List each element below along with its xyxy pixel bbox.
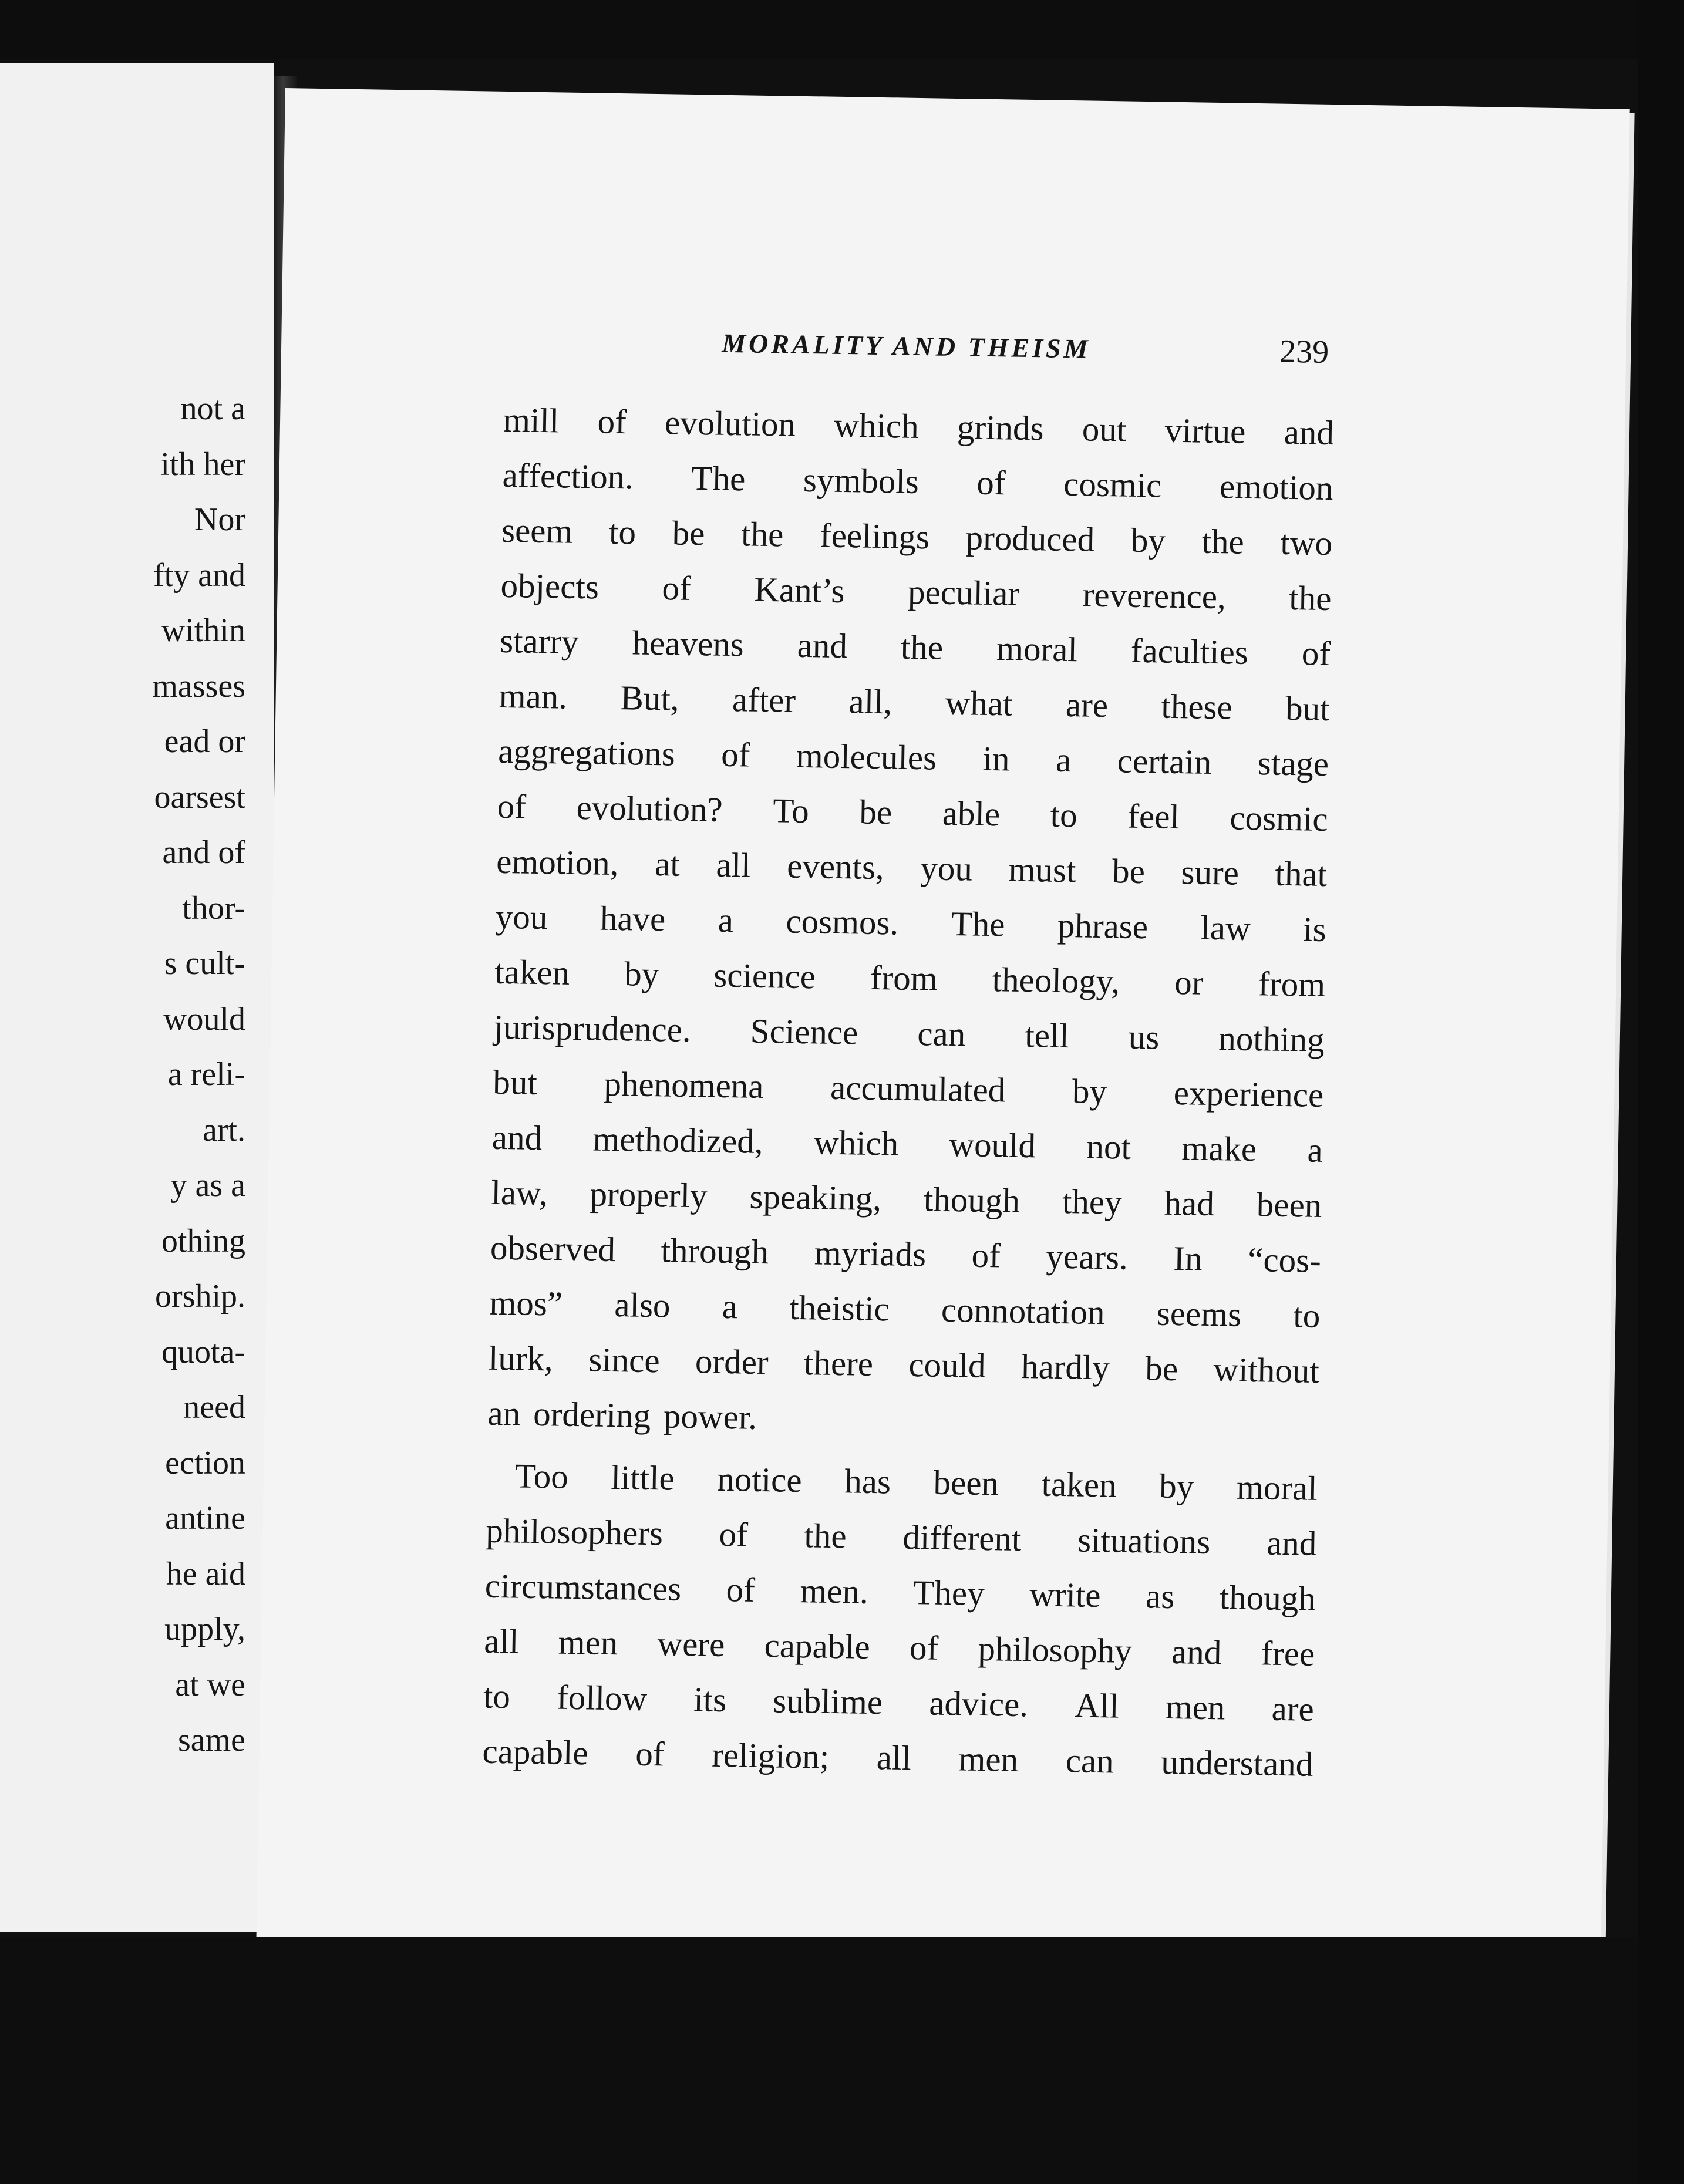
word: men <box>558 1622 618 1663</box>
word: from <box>870 958 938 998</box>
word: are <box>1065 685 1109 725</box>
word: accumulated <box>830 1067 1006 1110</box>
word: the <box>740 514 784 554</box>
word: is <box>1302 909 1327 949</box>
word: virtue <box>1164 410 1246 451</box>
left-page-line: masses <box>152 668 245 705</box>
left-page-line: at we <box>175 1666 245 1703</box>
left-page-line: need <box>183 1389 245 1425</box>
word: the <box>804 1516 847 1556</box>
word: have <box>599 898 666 939</box>
word: men <box>958 1739 1019 1779</box>
word: philosophy <box>978 1629 1133 1670</box>
word: without <box>1213 1350 1320 1390</box>
word: of <box>1301 633 1331 673</box>
word: of <box>597 402 627 441</box>
word: though <box>1219 1578 1316 1618</box>
word: phenomena <box>604 1064 764 1106</box>
word: must <box>1008 850 1076 890</box>
word: theology, <box>992 960 1120 1001</box>
left-page-line: ection <box>165 1444 245 1481</box>
word: but <box>492 1062 538 1102</box>
left-page-line: quota- <box>161 1333 245 1370</box>
word: situations <box>1077 1520 1211 1562</box>
word: that <box>1275 854 1328 894</box>
word: cosmic <box>1230 798 1329 839</box>
word: by <box>1130 520 1166 560</box>
left-page-line: same <box>177 1722 245 1758</box>
word: be <box>1144 1349 1178 1388</box>
word: affection. <box>502 455 634 497</box>
word: religion; <box>711 1735 830 1776</box>
word: can <box>917 1014 966 1054</box>
word: aggregations <box>497 731 676 773</box>
word: moral <box>996 629 1078 669</box>
word: of <box>720 734 750 774</box>
current-page <box>254 88 1629 2082</box>
word: are <box>1271 1688 1315 1728</box>
top-frame-edge <box>0 0 1684 59</box>
word: advice. <box>928 1683 1029 1724</box>
word: a <box>1055 740 1072 780</box>
word: of <box>662 568 692 608</box>
word: they <box>1062 1182 1123 1222</box>
word: The <box>691 458 746 498</box>
word: of <box>971 1235 1001 1275</box>
left-page-line: orship. <box>155 1278 245 1315</box>
word: were <box>657 1624 725 1664</box>
word: cosmic <box>1063 464 1162 505</box>
word: men. <box>799 1571 869 1611</box>
word: sublime <box>772 1681 883 1722</box>
word: can <box>1065 1741 1114 1781</box>
word: faculties <box>1130 631 1249 672</box>
word: Too <box>514 1456 569 1496</box>
word: moral <box>1236 1467 1318 1508</box>
word: and <box>1284 412 1335 453</box>
word: taken <box>494 952 570 992</box>
word: had <box>1164 1183 1215 1224</box>
word: circumstances <box>484 1566 682 1608</box>
word: the <box>1288 578 1332 618</box>
word: phrase <box>1057 905 1149 946</box>
word: emotion, <box>496 841 619 883</box>
word: and <box>1266 1523 1317 1563</box>
word: the <box>900 627 944 667</box>
word: All <box>1074 1686 1120 1725</box>
word: In <box>1173 1239 1203 1278</box>
word: methodized, <box>592 1119 764 1161</box>
word: grinds <box>956 407 1045 448</box>
left-page-line: fty and <box>153 557 245 594</box>
left-page-line: art. <box>202 1111 245 1148</box>
running-header: MORALITY AND THEISM <box>721 328 1091 364</box>
word: which <box>813 1123 899 1163</box>
word: mill <box>503 400 560 440</box>
word: capable <box>482 1731 589 1772</box>
word: free <box>1261 1633 1315 1673</box>
left-page-line: s cult- <box>164 945 245 982</box>
word: capable <box>764 1626 871 1666</box>
left-page-line: upply, <box>164 1611 245 1647</box>
word: the <box>1201 521 1245 561</box>
word: of <box>909 1628 939 1667</box>
word: but <box>1285 688 1331 729</box>
word: its <box>693 1680 727 1720</box>
word: They <box>912 1573 985 1613</box>
word: understand <box>1160 1742 1313 1784</box>
paragraph <box>487 392 1335 1454</box>
word: of <box>726 1570 756 1609</box>
word: nothing <box>1218 1019 1325 1059</box>
word: after <box>732 680 796 720</box>
word: events, <box>786 846 885 887</box>
word: evolution <box>664 403 796 444</box>
word: which <box>833 405 920 446</box>
word: not <box>1086 1127 1131 1167</box>
word: you <box>920 848 973 888</box>
left-page-line: ith her <box>160 446 245 483</box>
left-page-line: othing <box>161 1222 245 1259</box>
word: what <box>945 683 1013 723</box>
previous-page <box>0 63 274 1932</box>
word: by <box>1072 1071 1107 1111</box>
word: to <box>483 1676 511 1716</box>
word: years. <box>1046 1236 1129 1277</box>
word: of <box>976 463 1006 503</box>
word: notice <box>716 1459 803 1500</box>
word: order <box>695 1342 769 1382</box>
word: to <box>1050 795 1078 835</box>
word: there <box>803 1343 874 1383</box>
word: of <box>719 1514 749 1554</box>
word: at <box>654 844 681 884</box>
word: a <box>1307 1130 1323 1169</box>
word: experience <box>1173 1073 1324 1114</box>
word: observed <box>490 1228 616 1269</box>
word: The <box>951 904 1006 944</box>
paragraph <box>482 1448 1318 1792</box>
word: certain <box>1117 741 1212 781</box>
word: and <box>491 1117 543 1158</box>
word: peculiar <box>907 572 1020 613</box>
word: myriads <box>814 1233 927 1274</box>
word: of <box>497 786 527 826</box>
word: out <box>1082 409 1127 449</box>
word: would <box>949 1124 1036 1165</box>
word: theistic <box>789 1288 890 1329</box>
word: all <box>716 845 752 885</box>
word: be <box>1112 851 1146 891</box>
left-page-line: a reli- <box>167 1056 245 1093</box>
left-page-line: not a <box>180 390 245 427</box>
word: law, <box>490 1172 548 1213</box>
word: these <box>1160 686 1233 727</box>
word: Science <box>750 1011 858 1052</box>
word: produced <box>965 518 1095 559</box>
word: man. <box>499 676 568 716</box>
left-page-line: would <box>163 1000 245 1037</box>
word: men <box>1165 1687 1226 1727</box>
word: objects <box>500 565 599 606</box>
word: emotion <box>1219 467 1333 508</box>
word: to <box>1292 1296 1321 1335</box>
left-page-line: and of <box>162 834 245 871</box>
word: all <box>876 1738 912 1778</box>
word: Kant’s <box>753 569 845 611</box>
word: properly <box>590 1174 708 1215</box>
left-page-line: within <box>161 612 245 649</box>
word: seems <box>1156 1293 1242 1334</box>
word: But, <box>620 678 680 718</box>
page-body <box>482 392 1335 1792</box>
word: and <box>797 625 848 666</box>
left-page-line: oarsest <box>154 778 245 815</box>
word: molecules <box>796 736 937 777</box>
word: feel <box>1127 796 1180 837</box>
word: follow <box>556 1677 648 1718</box>
left-page-line: y as a <box>170 1167 245 1204</box>
word: starry <box>499 621 580 661</box>
word: of <box>635 1734 665 1774</box>
word: a <box>722 1286 738 1326</box>
word: seem <box>501 510 573 551</box>
word: sure <box>1181 852 1240 892</box>
word: power. <box>663 1396 757 1437</box>
word: tell <box>1024 1015 1070 1056</box>
word: as <box>1145 1576 1175 1616</box>
word: could <box>908 1344 986 1385</box>
word: also <box>614 1285 671 1325</box>
word: be <box>858 792 892 832</box>
word: connotation <box>941 1290 1106 1332</box>
word: to <box>608 512 636 552</box>
word: cosmos. <box>786 901 899 942</box>
word: or <box>1174 962 1204 1002</box>
right-frame-edge <box>1638 0 1684 2184</box>
word: be <box>672 513 706 553</box>
word: all <box>483 1621 519 1661</box>
word: write <box>1029 1575 1102 1615</box>
word: through <box>661 1231 769 1272</box>
word: symbols <box>803 460 920 501</box>
word: all, <box>848 682 892 722</box>
word: hardly <box>1020 1346 1110 1387</box>
word: different <box>902 1517 1022 1558</box>
word: speaking, <box>749 1177 882 1218</box>
word: taken <box>1041 1464 1117 1505</box>
word: been <box>933 1462 999 1503</box>
word: make <box>1181 1128 1257 1169</box>
left-page-line: thor- <box>182 889 245 926</box>
word: an <box>487 1393 521 1433</box>
word: stage <box>1257 743 1329 784</box>
word: reverence, <box>1082 575 1227 616</box>
word: a <box>718 900 734 940</box>
word: has <box>844 1461 891 1501</box>
left-page-line: antine <box>165 1500 245 1536</box>
word: law <box>1200 908 1251 948</box>
word: heavens <box>632 623 745 664</box>
word: “cos- <box>1247 1240 1322 1280</box>
bottom-frame-edge <box>0 1937 1684 2184</box>
word: though <box>923 1179 1020 1220</box>
word: feelings <box>819 515 930 557</box>
word: and <box>1171 1632 1222 1672</box>
page-number: 239 <box>1279 333 1329 370</box>
word: mos” <box>489 1283 563 1323</box>
word: by <box>1158 1466 1194 1506</box>
word: in <box>982 739 1011 778</box>
word: you <box>495 896 548 937</box>
word: us <box>1128 1017 1160 1057</box>
word: since <box>588 1340 661 1380</box>
word: able <box>942 793 1001 834</box>
word: jurisprudence. <box>493 1007 692 1050</box>
word: ordering <box>533 1394 651 1435</box>
word: been <box>1256 1185 1322 1225</box>
word: evolution? <box>576 787 723 829</box>
word: two <box>1279 523 1333 563</box>
left-page-line: ead or <box>164 723 245 760</box>
word: lurk, <box>488 1338 554 1379</box>
word: science <box>713 955 816 996</box>
word: little <box>611 1458 675 1498</box>
word: from <box>1258 964 1326 1005</box>
word: To <box>772 791 810 831</box>
word: philosophers <box>485 1511 664 1553</box>
word: by <box>624 954 659 994</box>
left-page-line: Nor <box>194 501 245 538</box>
left-page-line: he aid <box>166 1555 245 1592</box>
